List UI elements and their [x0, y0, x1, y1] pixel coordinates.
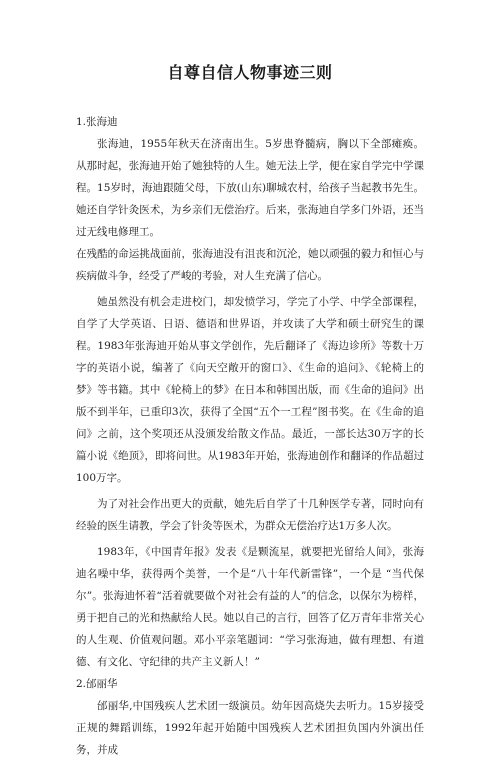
- paragraph: 在残酷的命运挑战面前，张海迪没有沮丧和沉沦，她以顽强的毅力和恒心与疾病做斗争，经受了严峻的考验，对人生充满了信心。: [76, 248, 424, 282]
- section-heading: 1.张海迪: [76, 116, 118, 128]
- section-zhang-haidi: [76, 111, 424, 673]
- paragraph: 1983年，《中国青年报》发表《是颗流星，就要把光留给人间》，张海迪名噪中华，获得两个美誉，一个是“八十年代新雷锋”，一个是 “当代保尔”。张海迪怀着“活着就要做个对社会有益的人”的信念，以保尔为榜样，勇于把自己的光和热献给人民。她以自己的言行，回答了亿万青年非常关心的人生观、价值观问题。邓小平亲笔题词：“学习张海迪，做有理想、有道德、有文化、守纪律的共产主义新人！”: [76, 546, 424, 668]
- paragraph: 为了对社会作出更大的贡献，她先后自学了十几种医学专著，同时向有经验的医生请教，学会了针灸等医术，为群众无偿治疗达1万多人次。: [76, 498, 424, 532]
- paragraph: 她虽然没有机会走进校门，却发愤学习，学完了小学、中学全部课程，自学了大学英语、日语、德语和世界语，并攻读了大学和硕士研究生的课程。1983年张海迪开始从事文学创作，先后翻译了《海边诊所》等数十万字的英语小说，编著了《向天空敞开的窗口》、《生命的追问》、《轮椅上的梦》等书籍。其中《轮椅上的梦》在日本和韩国出版，而《生命的追问》出版不到半年，已重印3次，获得了全国“五个一工程”图书奖。在《生命的追问》之前，这个奖项还从没颁发给散文作品。最近，一部长达30万字的长篇小说《绝顶》，即将问世。从1983年开始，张海迪创作和翻译的作品超过100万字。: [76, 296, 424, 484]
- section-heading: 2.邰丽华: [76, 678, 118, 690]
- section-tai-lihua: [76, 673, 424, 761]
- paragraph: 邰丽华,中国残疾人艺术团一级演员。幼年因高烧失去听力。15岁接受正规的舞蹈训练，1992年起开始随中国残疾人艺术团担负国内外演出任务，并成: [76, 700, 424, 756]
- document-title: 自尊自信人物事迹三则: [167, 63, 333, 82]
- paragraph: 张海迪，1955年秋天在济南出生。5岁患脊髓病，胸以下全部瘫痪。从那时起，张海迪开始了她独特的人生。她无法上学，便在家自学完中学课程。15岁时，海迪跟随父母，下放(山东)聊城农村，给孩子当起教书先生。她还自学针灸医术，为乡亲们无偿治疗。后来，张海迪自学多门外语，还当过无线电修理工。: [76, 138, 424, 238]
